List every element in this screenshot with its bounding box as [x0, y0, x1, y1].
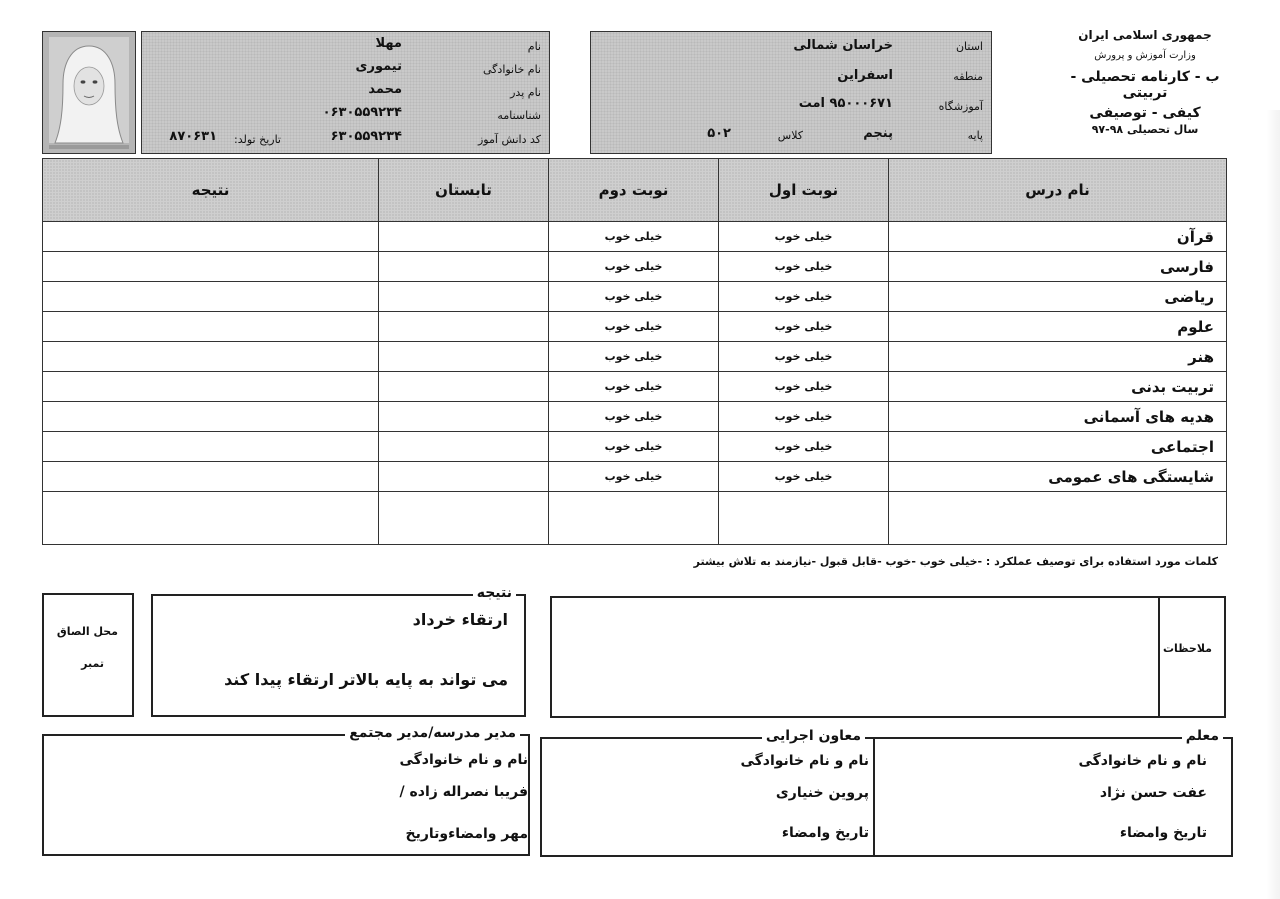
principal-sign-label: مهر وامضاءوتاریخ — [405, 826, 528, 842]
grades-header-row — [43, 159, 1227, 222]
header-report-type: ب - کارنامه تحصیلی - تربیتی — [1070, 69, 1220, 101]
student-code-label: کد دانش آموز — [478, 133, 541, 146]
result-cell — [43, 462, 379, 492]
table-row — [43, 342, 1227, 372]
deputy-sign-label: تاریخ وامضاء — [781, 825, 869, 841]
birth-date-value: ۸۷۰۶۳۱ — [169, 129, 217, 144]
student-name-value: مهلا — [375, 36, 402, 51]
teacher-name: عفت حسن نژاد — [1099, 785, 1207, 801]
report-header — [1055, 28, 1235, 136]
summer-cell — [379, 222, 549, 252]
table-row — [43, 252, 1227, 282]
table-row — [43, 402, 1227, 432]
result-box — [151, 585, 526, 717]
table-row-empty — [43, 492, 1227, 545]
stamp-line-2: تمبر — [81, 657, 104, 670]
province-value: خراسان شمالی — [793, 38, 893, 53]
header-report-kind: کیفی - توصیفی — [1089, 105, 1201, 121]
table-row — [43, 222, 1227, 252]
result-cell — [43, 222, 379, 252]
performance-legend: کلمات مورد استفاده برای توصیف عملکرد : -خیلی خوب -خوب -قابل قبول -نیازمند به تلاش بیشتر — [693, 555, 1218, 568]
student-photo — [42, 31, 136, 154]
deputy-name: پروین خنیاری — [775, 785, 869, 801]
principal-name-label: نام و نام خانوادگی — [399, 752, 528, 768]
first-term-cell: خیلی خوب — [719, 432, 889, 462]
summer-cell — [379, 282, 549, 312]
student-code-value: ۶۳۰۵۵۹۲۳۴ — [330, 129, 402, 144]
first-term-cell: خیلی خوب — [719, 222, 889, 252]
header-first-term: نوبت اول — [719, 159, 889, 222]
summer-cell — [379, 462, 549, 492]
second-term-cell: خیلی خوب — [549, 402, 719, 432]
subject-cell: قرآن — [889, 222, 1227, 252]
result-cell — [43, 372, 379, 402]
subject-cell: هدیه های آسمانی — [889, 402, 1227, 432]
summer-cell — [379, 342, 549, 372]
result-cell — [43, 402, 379, 432]
result-cell — [43, 342, 379, 372]
subject-cell: اجتماعی — [889, 432, 1227, 462]
result-cell — [43, 282, 379, 312]
grade-label: پایه — [967, 129, 983, 142]
school-info-box — [590, 31, 992, 154]
deputy-signature-box — [540, 728, 875, 857]
deputy-name-label: نام و نام خانوادگی — [740, 753, 869, 769]
remarks-label: ملاحظات — [1163, 642, 1212, 655]
first-term-cell: خیلی خوب — [719, 402, 889, 432]
class-value: ۵۰۲ — [707, 126, 731, 141]
birth-date-label: تاریخ تولد: — [234, 133, 281, 146]
second-term-cell: خیلی خوب — [549, 282, 719, 312]
header-academic-year: سال تحصیلی ۹۸-۹۷ — [1091, 123, 1199, 136]
grades-table — [42, 158, 1227, 545]
summer-cell — [379, 252, 549, 282]
header-summer: تابستان — [379, 159, 549, 222]
stamp-line-1: محل الصاق — [56, 625, 118, 638]
summer-cell — [379, 432, 549, 462]
subject-cell: ریاضی — [889, 282, 1227, 312]
summer-cell — [379, 312, 549, 342]
student-info-box — [141, 31, 550, 154]
principal-signature-box — [42, 725, 530, 856]
id-number-label: شناسنامه — [497, 109, 541, 122]
deputy-title: معاون اجرایی — [762, 728, 865, 744]
second-term-cell: خیلی خوب — [549, 372, 719, 402]
header-second-term: نوبت دوم — [549, 159, 719, 222]
province-label: استان — [955, 40, 983, 53]
principal-title: مدیر مدرسه/مدیر مجتمع — [345, 725, 520, 741]
subject-cell: هنر — [889, 342, 1227, 372]
principal-name: فریبا نصراله زاده / — [399, 784, 528, 800]
student-photo-image — [43, 32, 135, 153]
header-ministry: وزارت آموزش و پرورش — [1094, 50, 1196, 61]
second-term-cell: خیلی خوب — [549, 432, 719, 462]
result-cell — [43, 312, 379, 342]
first-term-cell: خیلی خوب — [719, 372, 889, 402]
father-name-value: محمد — [368, 82, 402, 97]
school-label: آموزشگاه — [938, 100, 983, 113]
first-term-cell: خیلی خوب — [719, 252, 889, 282]
subject-cell: فارسی — [889, 252, 1227, 282]
table-row — [43, 282, 1227, 312]
first-term-cell: خیلی خوب — [719, 342, 889, 372]
table-row — [43, 372, 1227, 402]
subject-cell: تربیت بدنی — [889, 372, 1227, 402]
scan-edge-shadow — [1266, 110, 1280, 899]
result-box-title: نتیجه — [473, 585, 516, 601]
stamp-box — [42, 593, 134, 717]
remarks-box — [550, 596, 1226, 718]
region-label: منطقه — [953, 70, 983, 83]
table-row — [43, 312, 1227, 342]
class-label: کلاس — [777, 129, 803, 142]
result-promotion: ارتقاء خرداد — [412, 610, 508, 629]
result-cell — [43, 252, 379, 282]
teacher-name-label: نام و نام خانوادگی — [1078, 753, 1207, 769]
table-row — [43, 462, 1227, 492]
id-number-value: ۰۶۳۰۵۵۹۲۳۴ — [322, 105, 402, 120]
first-term-cell: خیلی خوب — [719, 312, 889, 342]
second-term-cell: خیلی خوب — [549, 312, 719, 342]
result-statement: می تواند به پایه بالاتر ارتقاء پیدا کند — [224, 670, 508, 689]
second-term-cell: خیلی خوب — [549, 342, 719, 372]
header-country: جمهوری اسلامی ایران — [1078, 28, 1212, 42]
family-name-value: تیموری — [355, 59, 402, 74]
grade-value: پنجم — [863, 126, 893, 141]
father-name-label: نام پدر — [510, 86, 541, 99]
school-value: ۹۵۰۰۰۶۷۱ امت — [798, 96, 893, 111]
subject-cell: شایستگی های عمومی — [889, 462, 1227, 492]
teacher-title: معلم — [1182, 728, 1223, 744]
summer-cell — [379, 372, 549, 402]
student-name-label: نام — [527, 40, 541, 53]
table-row — [43, 432, 1227, 462]
teacher-signature-box — [873, 728, 1233, 857]
result-cell — [43, 432, 379, 462]
remarks-label-cell — [1158, 598, 1224, 716]
first-term-cell: خیلی خوب — [719, 282, 889, 312]
header-subject: نام درس — [889, 159, 1227, 222]
second-term-cell: خیلی خوب — [549, 252, 719, 282]
region-value: اسفراین — [837, 68, 893, 83]
teacher-sign-label: تاریخ وامضاء — [1119, 825, 1207, 841]
header-result: نتیجه — [43, 159, 379, 222]
second-term-cell: خیلی خوب — [549, 462, 719, 492]
family-name-label: نام خانوادگی — [483, 63, 541, 76]
summer-cell — [379, 402, 549, 432]
first-term-cell: خیلی خوب — [719, 462, 889, 492]
second-term-cell: خیلی خوب — [549, 222, 719, 252]
subject-cell: علوم — [889, 312, 1227, 342]
